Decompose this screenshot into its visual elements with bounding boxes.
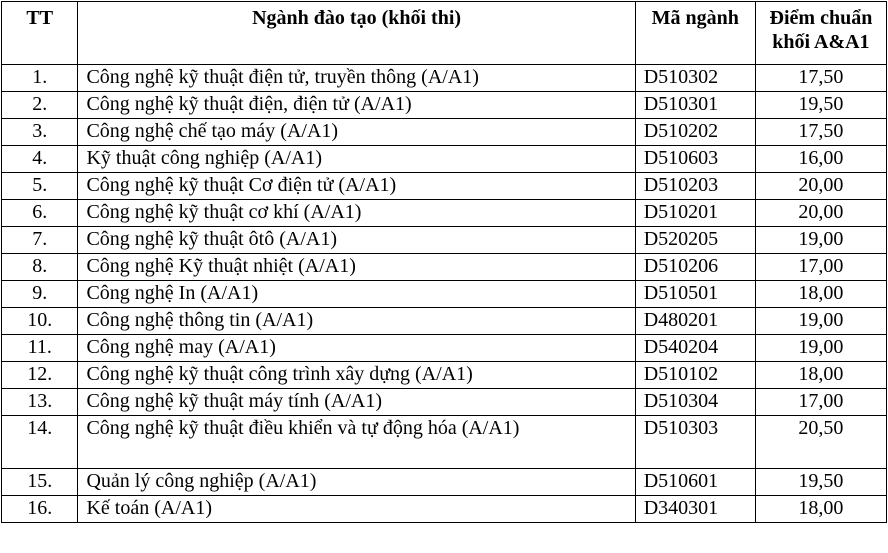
table-row [2, 469, 887, 496]
cell-tt: 9. [2, 281, 78, 308]
cell-score: 17,50 [755, 65, 886, 92]
table-row [2, 173, 887, 200]
header-row [2, 2, 887, 65]
cell-score: 19,50 [755, 92, 886, 119]
cell-score: 20,50 [755, 416, 886, 469]
cell-tt: 2. [2, 92, 78, 119]
cell-code: D510302 [635, 65, 755, 92]
cell-code: D510206 [635, 254, 755, 281]
cell-name: Công nghệ kỹ thuật Cơ điện tử (A/A1) [78, 173, 635, 200]
cell-code: D510202 [635, 119, 755, 146]
cell-name: Công nghệ kỹ thuật ôtô (A/A1) [78, 227, 635, 254]
cell-name: Công nghệ kỹ thuật cơ khí (A/A1) [78, 200, 635, 227]
cell-tt: 12. [2, 362, 78, 389]
table-row [2, 200, 887, 227]
table-row [2, 335, 887, 362]
cell-code: D510603 [635, 146, 755, 173]
table-row [2, 119, 887, 146]
cell-score: 19,00 [755, 308, 886, 335]
cell-code: D510304 [635, 389, 755, 416]
cell-tt: 16. [2, 496, 78, 523]
table-row [2, 65, 887, 92]
cell-score: 18,00 [755, 362, 886, 389]
cell-tt: 1. [2, 65, 78, 92]
cell-tt: 7. [2, 227, 78, 254]
cell-code: D480201 [635, 308, 755, 335]
cell-name: Công nghệ In (A/A1) [78, 281, 635, 308]
cell-name: Công nghệ kỹ thuật điện tử, truyền thông (A/A1) [78, 65, 635, 92]
table-row [2, 416, 887, 469]
table-row [2, 281, 887, 308]
cell-name: Công nghệ Kỹ thuật nhiệt (A/A1) [78, 254, 635, 281]
cell-score: 20,00 [755, 200, 886, 227]
cell-score: 20,00 [755, 173, 886, 200]
admission-scores-table [1, 1, 887, 523]
cell-name: Công nghệ kỹ thuật công trình xây dựng (A/A1) [78, 362, 635, 389]
cell-code: D540204 [635, 335, 755, 362]
cell-score: 17,00 [755, 254, 886, 281]
table-row [2, 496, 887, 523]
cell-name: Công nghệ chế tạo máy (A/A1) [78, 119, 635, 146]
header-score: Điểm chuẩn khối A&A1 [755, 2, 886, 65]
table-row [2, 362, 887, 389]
cell-code: D520205 [635, 227, 755, 254]
table-row [2, 254, 887, 281]
cell-score: 19,00 [755, 227, 886, 254]
cell-tt: 5. [2, 173, 78, 200]
table-row [2, 227, 887, 254]
table-row [2, 92, 887, 119]
header-name: Ngành đào tạo (khối thi) [78, 2, 635, 65]
cell-name: Kỹ thuật công nghiệp (A/A1) [78, 146, 635, 173]
cell-score: 16,00 [755, 146, 886, 173]
cell-name: Quản lý công nghiệp (A/A1) [78, 469, 635, 496]
cell-code: D510501 [635, 281, 755, 308]
cell-score: 17,00 [755, 389, 886, 416]
table-body [2, 65, 887, 523]
cell-name: Kế toán (A/A1) [78, 496, 635, 523]
table-row [2, 146, 887, 173]
cell-tt: 11. [2, 335, 78, 362]
cell-code: D340301 [635, 496, 755, 523]
cell-code: D510201 [635, 200, 755, 227]
cell-tt: 14. [2, 416, 78, 469]
cell-code: D510102 [635, 362, 755, 389]
header-code: Mã ngành [635, 2, 755, 65]
cell-code: D510203 [635, 173, 755, 200]
cell-code: D510601 [635, 469, 755, 496]
cell-tt: 10. [2, 308, 78, 335]
cell-tt: 3. [2, 119, 78, 146]
cell-code: D510301 [635, 92, 755, 119]
cell-tt: 6. [2, 200, 78, 227]
cell-name: Công nghệ kỹ thuật điện, điện tử (A/A1) [78, 92, 635, 119]
cell-score: 17,50 [755, 119, 886, 146]
cell-code: D510303 [635, 416, 755, 469]
cell-tt: 13. [2, 389, 78, 416]
cell-score: 18,00 [755, 281, 886, 308]
cell-score: 19,00 [755, 335, 886, 362]
table-row [2, 308, 887, 335]
cell-name: Công nghệ thông tin (A/A1) [78, 308, 635, 335]
cell-name: Công nghệ kỹ thuật điều khiển và tự động hóa (A/A1) [78, 416, 635, 469]
cell-score: 18,00 [755, 496, 886, 523]
table-row [2, 389, 887, 416]
header-tt: TT [2, 2, 78, 65]
cell-score: 19,50 [755, 469, 886, 496]
cell-tt: 15. [2, 469, 78, 496]
cell-tt: 8. [2, 254, 78, 281]
cell-name: Công nghệ kỹ thuật máy tính (A/A1) [78, 389, 635, 416]
cell-tt: 4. [2, 146, 78, 173]
cell-name: Công nghệ may (A/A1) [78, 335, 635, 362]
table-header [2, 2, 887, 65]
